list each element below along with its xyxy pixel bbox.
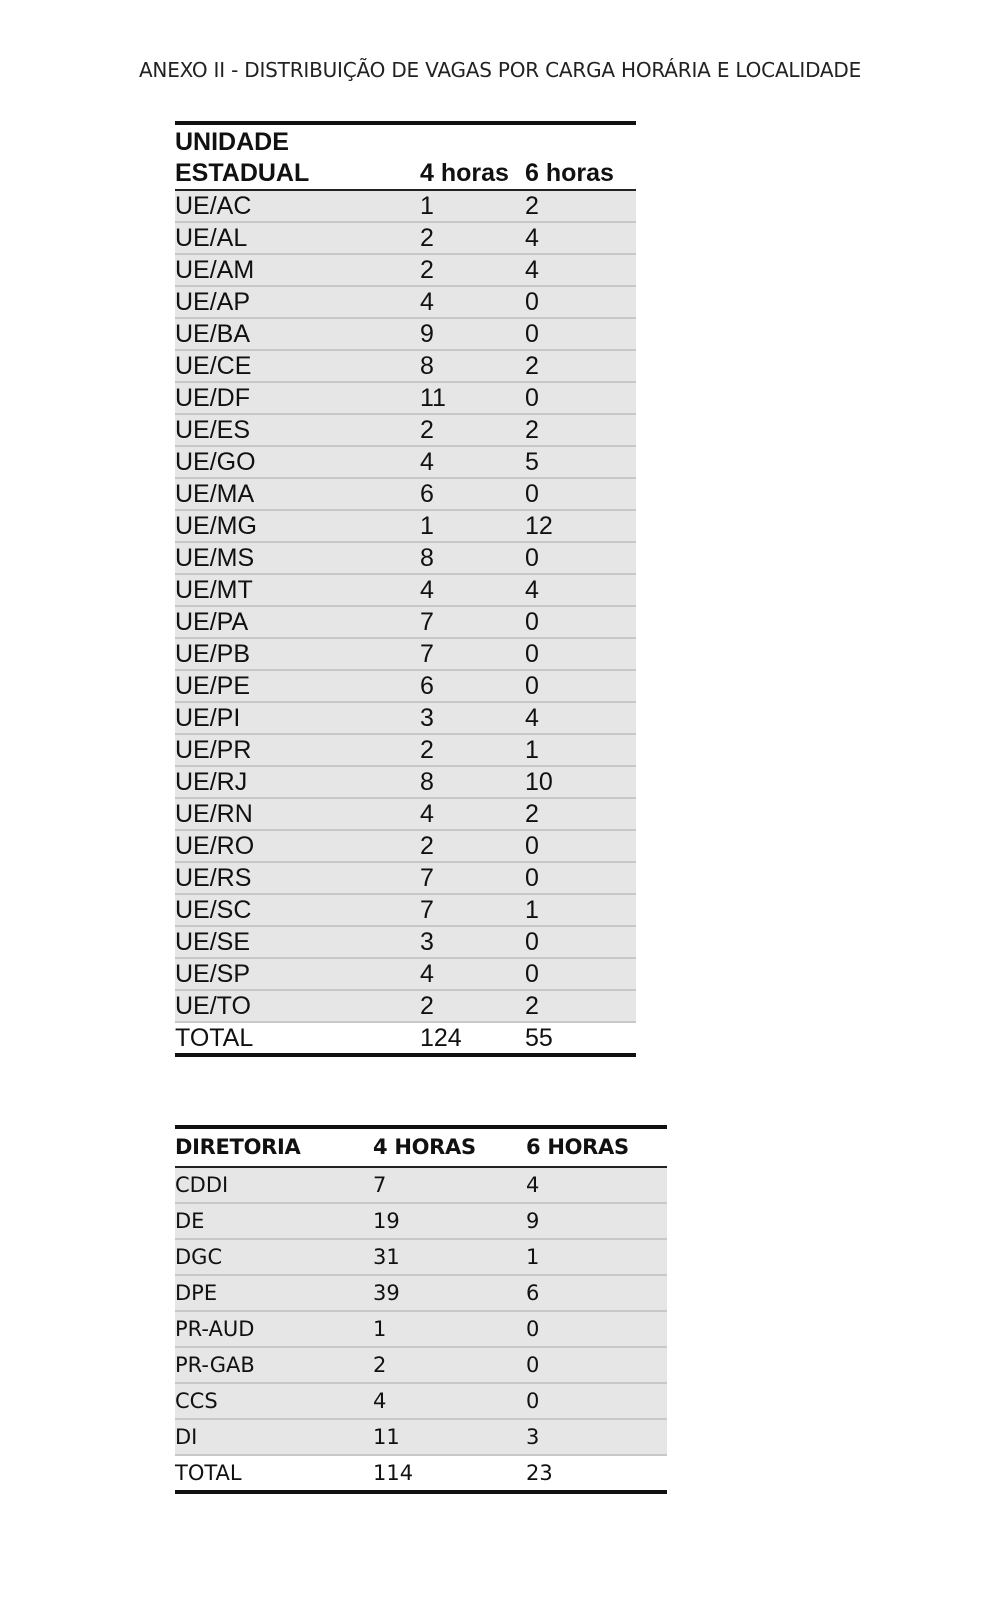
- state-unit-cell: UE/AP: [175, 286, 420, 318]
- directorate-row: [175, 1383, 667, 1419]
- directorate-unit-cell: DGC: [175, 1239, 373, 1275]
- directorate-6h-cell: 0: [526, 1347, 667, 1383]
- directorate-6h-cell: 3: [526, 1419, 667, 1455]
- directorate-row: [175, 1167, 667, 1203]
- directorate-row: [175, 1275, 667, 1311]
- state-4h-cell: 2: [420, 734, 525, 766]
- state-unit-cell: UE/MG: [175, 510, 420, 542]
- state-4h-cell: 4: [420, 446, 525, 478]
- directorate-row: [175, 1239, 667, 1275]
- directorate-unit-cell: PR-GAB: [175, 1347, 373, 1383]
- directorate-4h-cell: 7: [373, 1167, 526, 1203]
- state-6h-header: 6 horas: [525, 123, 636, 190]
- state-row: [175, 222, 636, 254]
- state-6h-cell: 12: [525, 510, 636, 542]
- state-6h-cell: 0: [525, 318, 636, 350]
- state-row: [175, 414, 636, 446]
- directorate-unit-cell: CCS: [175, 1383, 373, 1419]
- state-4h-cell: 8: [420, 350, 525, 382]
- state-4h-cell: 4: [420, 286, 525, 318]
- state-row: [175, 286, 636, 318]
- state-6h-cell: 2: [525, 798, 636, 830]
- state-4h-cell: 2: [420, 414, 525, 446]
- state-table-body: [175, 190, 636, 1022]
- state-6h-cell: 10: [525, 766, 636, 798]
- state-4h-cell: 7: [420, 606, 525, 638]
- directorate-unit-cell: DI: [175, 1419, 373, 1455]
- state-row: [175, 606, 636, 638]
- state-unit-header-line1: UNIDADE: [175, 128, 289, 156]
- directorate-table-body: [175, 1167, 667, 1455]
- directorate-4h-cell: 11: [373, 1419, 526, 1455]
- state-6h-cell: 0: [525, 478, 636, 510]
- state-row: [175, 254, 636, 286]
- state-row: [175, 510, 636, 542]
- state-row: [175, 798, 636, 830]
- state-unit-cell: UE/DF: [175, 382, 420, 414]
- directorate-total-row: [175, 1455, 667, 1492]
- state-row: [175, 190, 636, 222]
- state-unit-cell: UE/PI: [175, 702, 420, 734]
- directorate-row: [175, 1347, 667, 1383]
- directorate-table: [175, 1125, 667, 1494]
- directorate-row: [175, 1203, 667, 1239]
- state-total-4h: 124: [420, 1022, 525, 1055]
- state-4h-cell: 1: [420, 190, 525, 222]
- state-6h-cell: 0: [525, 286, 636, 318]
- state-unit-cell: UE/BA: [175, 318, 420, 350]
- directorate-6h-cell: 1: [526, 1239, 667, 1275]
- state-unit-cell: UE/CE: [175, 350, 420, 382]
- state-row: [175, 670, 636, 702]
- state-unit-cell: UE/SE: [175, 926, 420, 958]
- state-6h-cell: 0: [525, 830, 636, 862]
- state-6h-cell: 0: [525, 670, 636, 702]
- state-total-row: [175, 1022, 636, 1055]
- state-row: [175, 702, 636, 734]
- state-unit-header: [175, 123, 420, 190]
- document-title: ANEXO II - DISTRIBUIÇÃO DE VAGAS POR CARGA HORÁRIA E LOCALIDADE: [138, 58, 862, 82]
- state-unit-cell: UE/SP: [175, 958, 420, 990]
- state-row: [175, 350, 636, 382]
- state-6h-cell: 0: [525, 638, 636, 670]
- state-unit-header-line2: ESTADUAL: [175, 159, 310, 187]
- state-unit-cell: UE/AC: [175, 190, 420, 222]
- state-4h-header: 4 horas: [420, 123, 525, 190]
- state-6h-cell: 0: [525, 606, 636, 638]
- state-6h-cell: 0: [525, 926, 636, 958]
- state-4h-cell: 3: [420, 702, 525, 734]
- state-4h-cell: 2: [420, 990, 525, 1022]
- state-6h-cell: 2: [525, 350, 636, 382]
- directorate-4h-cell: 39: [373, 1275, 526, 1311]
- state-6h-cell: 0: [525, 382, 636, 414]
- state-unit-cell: UE/PE: [175, 670, 420, 702]
- state-6h-cell: 2: [525, 414, 636, 446]
- directorate-4h-cell: 4: [373, 1383, 526, 1419]
- directorate-4h-cell: 2: [373, 1347, 526, 1383]
- state-row: [175, 382, 636, 414]
- state-total-6h: 55: [525, 1022, 636, 1055]
- state-row: [175, 574, 636, 606]
- directorate-6h-cell: 6: [526, 1275, 667, 1311]
- state-row: [175, 926, 636, 958]
- state-4h-cell: 6: [420, 670, 525, 702]
- directorate-unit-cell: DPE: [175, 1275, 373, 1311]
- state-4h-cell: 1: [420, 510, 525, 542]
- directorate-row: [175, 1311, 667, 1347]
- directorate-6h-cell: 0: [526, 1383, 667, 1419]
- state-unit-cell: UE/ES: [175, 414, 420, 446]
- state-4h-cell: 3: [420, 926, 525, 958]
- state-6h-cell: 4: [525, 222, 636, 254]
- directorate-4h-header: 4 HORAS: [373, 1127, 526, 1167]
- directorate-6h-header: 6 HORAS: [526, 1127, 667, 1167]
- state-row: [175, 862, 636, 894]
- state-row: [175, 318, 636, 350]
- state-table-header-row: [175, 123, 636, 190]
- state-row: [175, 830, 636, 862]
- directorate-row: [175, 1419, 667, 1455]
- state-4h-cell: 2: [420, 254, 525, 286]
- state-6h-cell: 4: [525, 254, 636, 286]
- state-units-table: [175, 121, 636, 1057]
- state-unit-cell: UE/GO: [175, 446, 420, 478]
- state-4h-cell: 4: [420, 798, 525, 830]
- state-unit-cell: UE/RO: [175, 830, 420, 862]
- state-row: [175, 638, 636, 670]
- directorate-header: DIRETORIA: [175, 1127, 373, 1167]
- directorate-unit-cell: DE: [175, 1203, 373, 1239]
- state-6h-cell: 0: [525, 958, 636, 990]
- state-row: [175, 990, 636, 1022]
- state-6h-cell: 0: [525, 862, 636, 894]
- state-row: [175, 894, 636, 926]
- directorate-unit-cell: CDDI: [175, 1167, 373, 1203]
- state-unit-cell: UE/AL: [175, 222, 420, 254]
- directorate-4h-cell: 1: [373, 1311, 526, 1347]
- directorate-6h-cell: 0: [526, 1311, 667, 1347]
- state-4h-cell: 2: [420, 222, 525, 254]
- state-6h-cell: 1: [525, 734, 636, 766]
- state-row: [175, 446, 636, 478]
- directorate-total-4h: 114: [373, 1455, 526, 1492]
- state-4h-cell: 7: [420, 638, 525, 670]
- directorate-6h-cell: 4: [526, 1167, 667, 1203]
- state-row: [175, 542, 636, 574]
- directorate-unit-cell: PR-AUD: [175, 1311, 373, 1347]
- state-6h-cell: 5: [525, 446, 636, 478]
- state-unit-cell: UE/RN: [175, 798, 420, 830]
- state-total-label: TOTAL: [175, 1022, 420, 1055]
- state-unit-cell: UE/TO: [175, 990, 420, 1022]
- state-unit-cell: UE/PB: [175, 638, 420, 670]
- state-6h-cell: 2: [525, 990, 636, 1022]
- state-6h-cell: 2: [525, 190, 636, 222]
- state-unit-cell: UE/PA: [175, 606, 420, 638]
- directorate-total-6h: 23: [526, 1455, 667, 1492]
- state-6h-cell: 1: [525, 894, 636, 926]
- state-row: [175, 766, 636, 798]
- directorate-table-header-row: [175, 1127, 667, 1167]
- state-4h-cell: 7: [420, 862, 525, 894]
- state-4h-cell: 7: [420, 894, 525, 926]
- state-4h-cell: 9: [420, 318, 525, 350]
- state-4h-cell: 4: [420, 574, 525, 606]
- state-unit-cell: UE/MA: [175, 478, 420, 510]
- state-unit-cell: UE/AM: [175, 254, 420, 286]
- state-4h-cell: 6: [420, 478, 525, 510]
- state-4h-cell: 8: [420, 766, 525, 798]
- state-6h-cell: 4: [525, 574, 636, 606]
- state-4h-cell: 11: [420, 382, 525, 414]
- state-unit-cell: UE/RS: [175, 862, 420, 894]
- state-6h-cell: 4: [525, 702, 636, 734]
- state-4h-cell: 8: [420, 542, 525, 574]
- state-unit-cell: UE/PR: [175, 734, 420, 766]
- directorate-total-label: TOTAL: [175, 1455, 373, 1492]
- directorate-4h-cell: 31: [373, 1239, 526, 1275]
- state-unit-cell: UE/RJ: [175, 766, 420, 798]
- directorate-4h-cell: 19: [373, 1203, 526, 1239]
- state-unit-cell: UE/MT: [175, 574, 420, 606]
- state-4h-cell: 2: [420, 830, 525, 862]
- state-row: [175, 478, 636, 510]
- state-unit-cell: UE/SC: [175, 894, 420, 926]
- state-row: [175, 958, 636, 990]
- state-row: [175, 734, 636, 766]
- directorate-6h-cell: 9: [526, 1203, 667, 1239]
- state-4h-cell: 4: [420, 958, 525, 990]
- state-6h-cell: 0: [525, 542, 636, 574]
- state-unit-cell: UE/MS: [175, 542, 420, 574]
